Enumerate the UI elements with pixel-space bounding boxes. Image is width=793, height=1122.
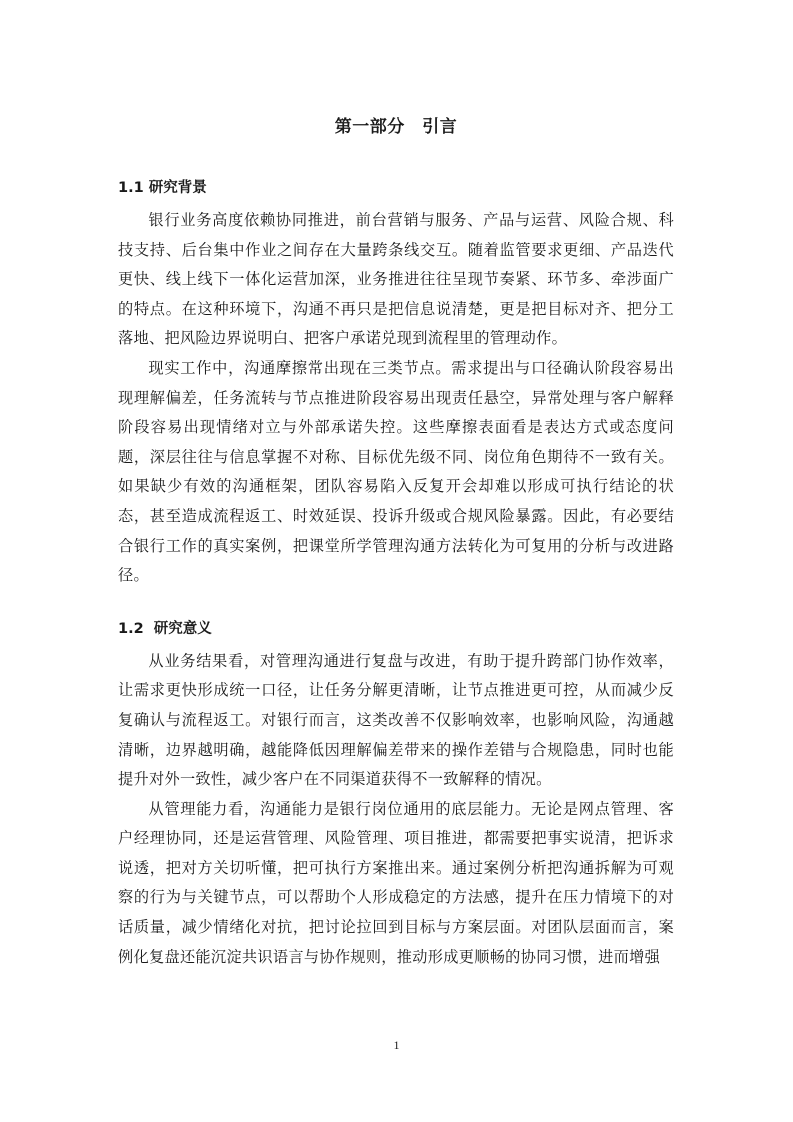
section-heading-background: 1.1 研究背景 — [118, 180, 207, 196]
paragraph: 从业务结果看，对管理沟通进行复盘与改进，有助于提升跨部门协作效率，让需求更快形成统一口径，让任务分解更清晰，让节点推进更可控，从而减少反复确认与流程返工。对银行而言，这类改善不仅影响效率，也影响风险，沟通越清晰，边界越明确，越能降低因理解偏差带来的操作差错与合规隐患，同时也能提升对外一致性，减少客户在不同渠道获得不一致解释的情况。 — [118, 651, 674, 789]
paragraph: 银行业务高度依赖协同推进，前台营销与服务、产品与运营、风险合规、科技支持、后台集中作业之间存在大量跨条线交互。随着监管要求更细、产品迭代更快、线上线下一体化运营加深，业务推进往往呈现节奏紧、环节多、牵涉面广的特点。在这种环境下，沟通不再只是把信息说清楚，更是把目标对齐、把分工落地、把风险边界说明白、把客户承诺兑现到流程里的管理动作。 — [118, 211, 674, 348]
paragraph: 从管理能力看，沟通能力是银行岗位通用的底层能力。无论是网点管理、客户经理协同，还是运营管理、风险管理、项目推进，都需要把事实说清，把诉求说透，把对方关切听懂，把可执行方案推出来。通过案例分析把沟通拆解为可观察的行为与关键节点，可以帮助个人形成稳定的方法感，提升在压力情境下的对话质量，减少情绪化对抗，把讨论拉回到目标与方案层面。对团队层面而言，案例化复盘还能沉淀共识语言与协作规则，推动形成更顺畅的协同习惯，进而增强 — [118, 799, 674, 966]
section-body-significance — [118, 647, 674, 973]
page-content — [118, 112, 674, 972]
part-title: 第一部分 引言 — [334, 117, 458, 137]
page-number: 1 — [393, 1038, 400, 1052]
section-heading-significance: 1.2 研究意义 — [118, 620, 212, 637]
paragraph: 现实工作中，沟通摩擦常出现在三类节点。需求提出与口径确认阶段容易出现理解偏差，任务流转与节点推进阶段容易出现责任悬空，异常处理与客户解释阶段容易出现情绪对立与外部承诺失控。这些摩擦表面看是表达方式或态度问题，深层往往与信息掌握不对称、目标优先级不同、岗位角色期待不一致有关。如果缺少有效的沟通框架，团队容易陷入反复开会却难以形成可执行结论的状态，甚至造成流程返工、时效延误、投诉升级或合规风险暴露。因此，有必要结合银行工作的真实案例，把课堂所学管理沟通方法转化为可复用的分析与改进路径。 — [118, 358, 674, 585]
section-body-background — [118, 206, 674, 591]
